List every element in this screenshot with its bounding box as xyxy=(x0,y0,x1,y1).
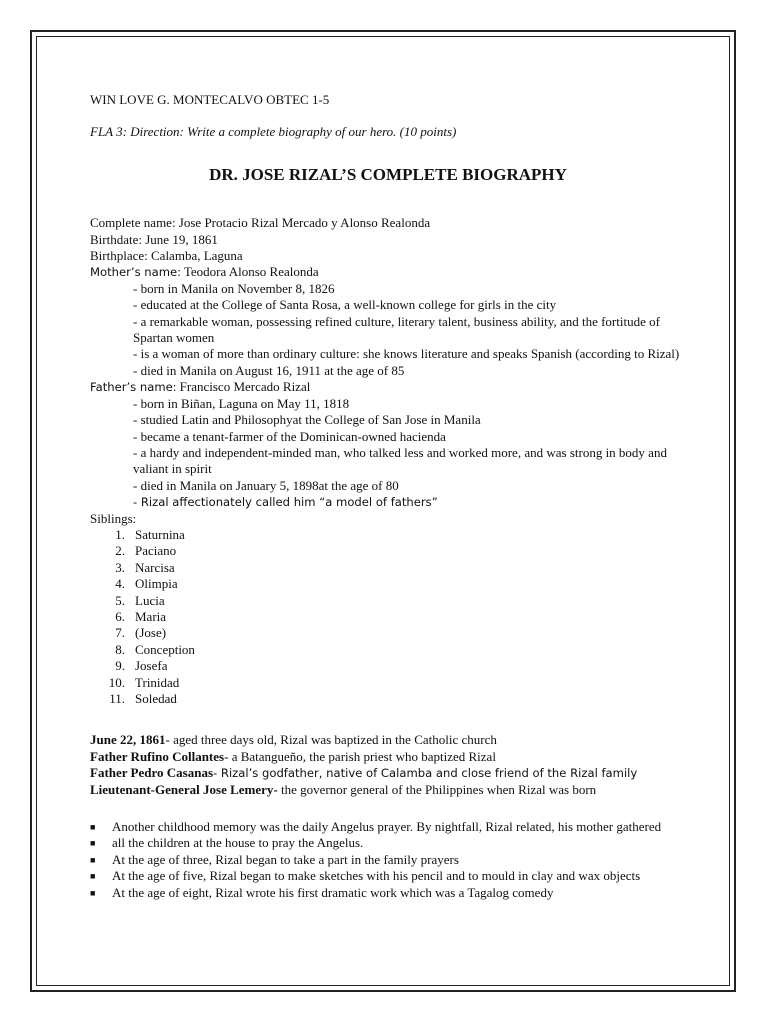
event-line xyxy=(90,749,690,765)
siblings-label: Siblings: xyxy=(90,510,137,526)
sibling-number: 7. xyxy=(115,625,125,641)
list-item xyxy=(90,609,690,625)
direction-text: FLA 3: Direction: Write a complete biography of our hero. (10 points) xyxy=(90,124,457,140)
sibling-name: Trinidad xyxy=(135,674,180,690)
event-key: June 22, 1861 xyxy=(90,732,166,748)
mother-label: Mother’s name xyxy=(90,265,178,280)
bullet-text: Another childhood memory was the daily Angelus prayer. By nightfall, Rizal related, his mother gathered xyxy=(112,819,662,835)
event-line xyxy=(90,782,690,798)
sibling-number: 2. xyxy=(115,543,125,559)
father-detail: - born in Biñan, Laguna on May 11, 1818 xyxy=(133,395,350,411)
list-item xyxy=(90,642,690,658)
sibling-name: Olimpia xyxy=(135,576,178,592)
list-item xyxy=(90,658,690,674)
sibling-name: Conception xyxy=(135,641,195,657)
mother-detail: - died in Manila on August 16, 1911 at the age of 85 xyxy=(133,362,405,378)
sibling-number: 5. xyxy=(115,592,125,608)
father-detail: - studied Latin and Philosophyat the College of San Jose in Manila xyxy=(133,412,481,428)
mother-detail: - educated at the College of Santa Rosa, a well-known college for girls in the city xyxy=(133,297,557,313)
document-title: DR. JOSE RIZAL’S COMPLETE BIOGRAPHY xyxy=(209,164,567,184)
document-body xyxy=(90,92,690,914)
bullet-square-icon: ■ xyxy=(90,822,96,833)
sibling-number: 10. xyxy=(108,674,125,690)
list-item xyxy=(90,527,690,543)
mother-name xyxy=(90,264,690,280)
event-key: Father Rufino Collantes xyxy=(90,748,225,764)
list-item xyxy=(90,868,690,884)
events-section xyxy=(90,732,690,798)
sibling-number: 6. xyxy=(115,608,125,624)
list-item xyxy=(90,819,690,835)
father-name-value: : Francisco Mercado Rizal xyxy=(172,379,311,395)
father-detail: - died in Manila on January 5, 1898at the age of 80 xyxy=(133,477,399,493)
student-header: WIN LOVE G. MONTECALVO OBTEC 1-5 xyxy=(90,92,330,107)
sibling-number: 8. xyxy=(115,641,125,657)
sibling-name: Lucia xyxy=(135,592,165,608)
father-detail: - Rizal affectionately called him “a model of fathers” xyxy=(133,495,438,510)
list-item xyxy=(90,675,690,691)
mother-name-value: : Teodora Alonso Realonda xyxy=(177,264,319,280)
sibling-name: Soledad xyxy=(135,691,177,706)
list-item xyxy=(90,835,690,851)
mother-detail: - a remarkable woman, possessing refined culture, literary talent, business ability, and the fortitude of Spartan women xyxy=(133,313,660,346)
sibling-number: 9. xyxy=(115,658,125,674)
sibling-number: 3. xyxy=(115,559,125,575)
event-text: - aged three days old, Rizal was baptized in the Catholic church xyxy=(165,732,497,748)
bullet-square-icon: ■ xyxy=(90,871,96,882)
complete-name: Complete name: Jose Protacio Rizal Mercado y Alonso Realonda xyxy=(90,215,431,231)
father-detail: - a hardy and independent-minded man, who talked less and worked more, and was strong in body and valiant in spirit xyxy=(133,444,667,477)
list-item xyxy=(90,691,690,707)
list-item xyxy=(90,576,690,592)
sibling-name: Maria xyxy=(135,608,167,624)
bullet-square-icon: ■ xyxy=(90,887,96,898)
event-line xyxy=(90,765,690,781)
father-name xyxy=(90,379,690,395)
bullet-text: all the children at the house to pray the Angelus. xyxy=(112,835,364,851)
bullet-text: At the age of three, Rizal began to take a part in the family prayers xyxy=(112,851,459,867)
siblings-list xyxy=(90,527,690,707)
list-item xyxy=(90,560,690,576)
event-key: Father Pedro Casanas xyxy=(90,765,214,781)
childhood-bullets xyxy=(90,819,690,901)
sibling-name: Saturnina xyxy=(135,526,185,542)
father-detail: - became a tenant-farmer of the Dominican-owned hacienda xyxy=(133,428,446,444)
bullet-text: At the age of eight, Rizal wrote his first dramatic work which was a Tagalog comedy xyxy=(112,884,554,900)
bullet-square-icon: ■ xyxy=(90,838,96,849)
sibling-name: Josefa xyxy=(135,658,168,674)
event-line xyxy=(90,732,690,748)
sibling-number: 4. xyxy=(115,576,125,592)
sibling-number: 1. xyxy=(115,526,125,542)
list-item xyxy=(90,593,690,609)
event-key: Lieutenant-General Jose Lemery- xyxy=(90,781,278,797)
sibling-number: 11. xyxy=(109,691,125,706)
bullet-text: At the age of five, Rizal began to make sketches with his pencil and to mould in clay and wax objects xyxy=(112,868,641,884)
event-text: - Rizal’s godfather, native of Calamba and close friend of the Rizal family xyxy=(213,766,638,781)
birthdate: Birthdate: June 19, 1861 xyxy=(90,231,218,247)
sibling-name: (Jose) xyxy=(135,625,167,641)
event-text: the governor general of the Philippines when Rizal was born xyxy=(277,781,597,797)
list-item xyxy=(90,625,690,641)
sibling-name: Paciano xyxy=(135,543,177,559)
list-item xyxy=(90,543,690,559)
sibling-name: Narcisa xyxy=(135,559,175,575)
birthplace: Birthplace: Calamba, Laguna xyxy=(90,248,243,264)
event-text: - a Batangueño, the parish priest who baptized Rizal xyxy=(224,748,496,764)
bullet-square-icon: ■ xyxy=(90,854,96,865)
mother-detail: - born in Manila on November 8, 1826 xyxy=(133,280,335,296)
father-label: Father’s name xyxy=(90,380,173,395)
list-item xyxy=(90,885,690,901)
list-item xyxy=(90,852,690,868)
mother-detail: - is a woman of more than ordinary culture: she knows literature and speaks Spanish (according to Rizal) xyxy=(133,346,680,362)
